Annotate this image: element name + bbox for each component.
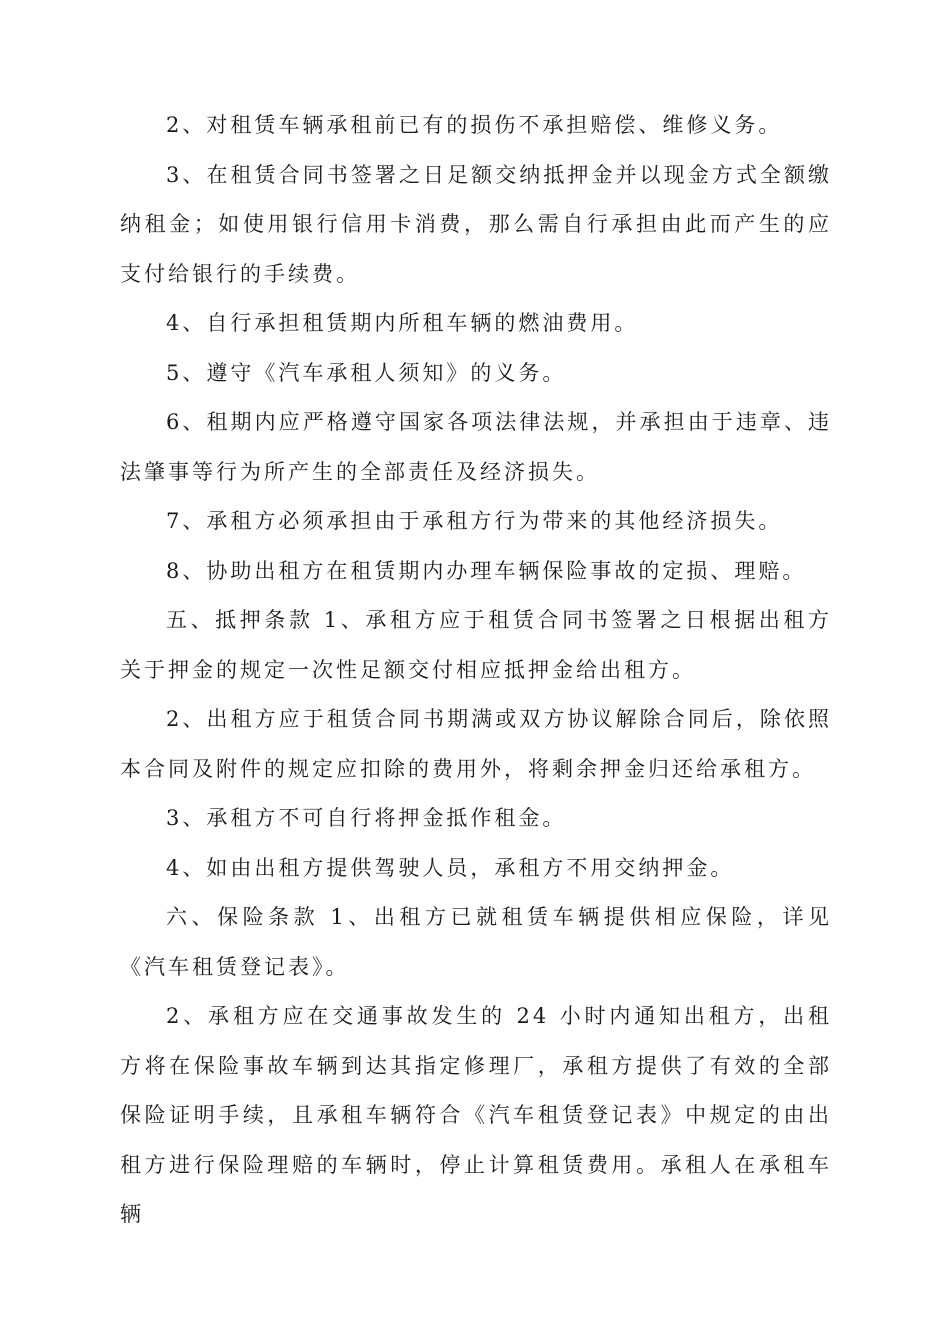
clause-5-3: 3、承租方不可自行将押金抵作租金。 — [166, 806, 567, 830]
clause-6-2: 2、承租方应在交通事故发生的 24 小时内通知出租方，出租方将在保险事故车辆到达其指定修理厂，承租方提供了有效的全部保险证明手续，且承租车辆符合《汽车租赁登记表》中规定的由出租方进行保险理赔的车辆时，停止计算租赁费用。承租人在承租车辆 — [120, 1004, 832, 1226]
document-body — [120, 101, 832, 1240]
clause-4-4: 4、自行承担租赁期内所租车辆的燃油费用。 — [166, 311, 639, 335]
clause-4-2: 2、对租赁车辆承租前已有的损伤不承担赔偿、维修义务。 — [166, 113, 783, 137]
clause-5-2: 2、出租方应于租赁合同书期满或双方协议解除合同后，除依照本合同及附件的规定应扣除的费用外，将剩余押金归还给承租方。 — [120, 707, 832, 781]
clause-4-5: 5、遵守《汽车承租人须知》的义务。 — [166, 360, 567, 385]
section-6-clause-1: 六、保险条款 1、出租方已就租赁车辆提供相应保险，详见《汽车租赁登记表》。 — [120, 905, 832, 979]
clause-5-4: 4、如由出租方提供驾驶人员，承租方不用交纳押金。 — [166, 855, 735, 880]
clause-4-6: 6、租期内应严格遵守国家各项法律法规，并承担由于违章、违法肇事等行为所产生的全部责任及经济损失。 — [120, 410, 832, 484]
clause-4-3: 3、在租赁合同书签署之日足额交纳抵押金并以现金方式全额缴纳租金；如使用银行信用卡消费，那么需自行承担由此而产生的应支付给银行的手续费。 — [120, 162, 832, 286]
clause-4-8: 8、协助出租方在租赁期内办理车辆保险事故的定损、理赔。 — [166, 558, 807, 583]
clause-4-7: 7、承租方必须承担由于承租方行为带来的其他经济损失。 — [166, 509, 783, 533]
section-5-clause-1: 五、抵押条款 1、承租方应于租赁合同书签署之日根据出租方关于押金的规定一次性足额交付相应抵押金给出租方。 — [120, 608, 832, 682]
